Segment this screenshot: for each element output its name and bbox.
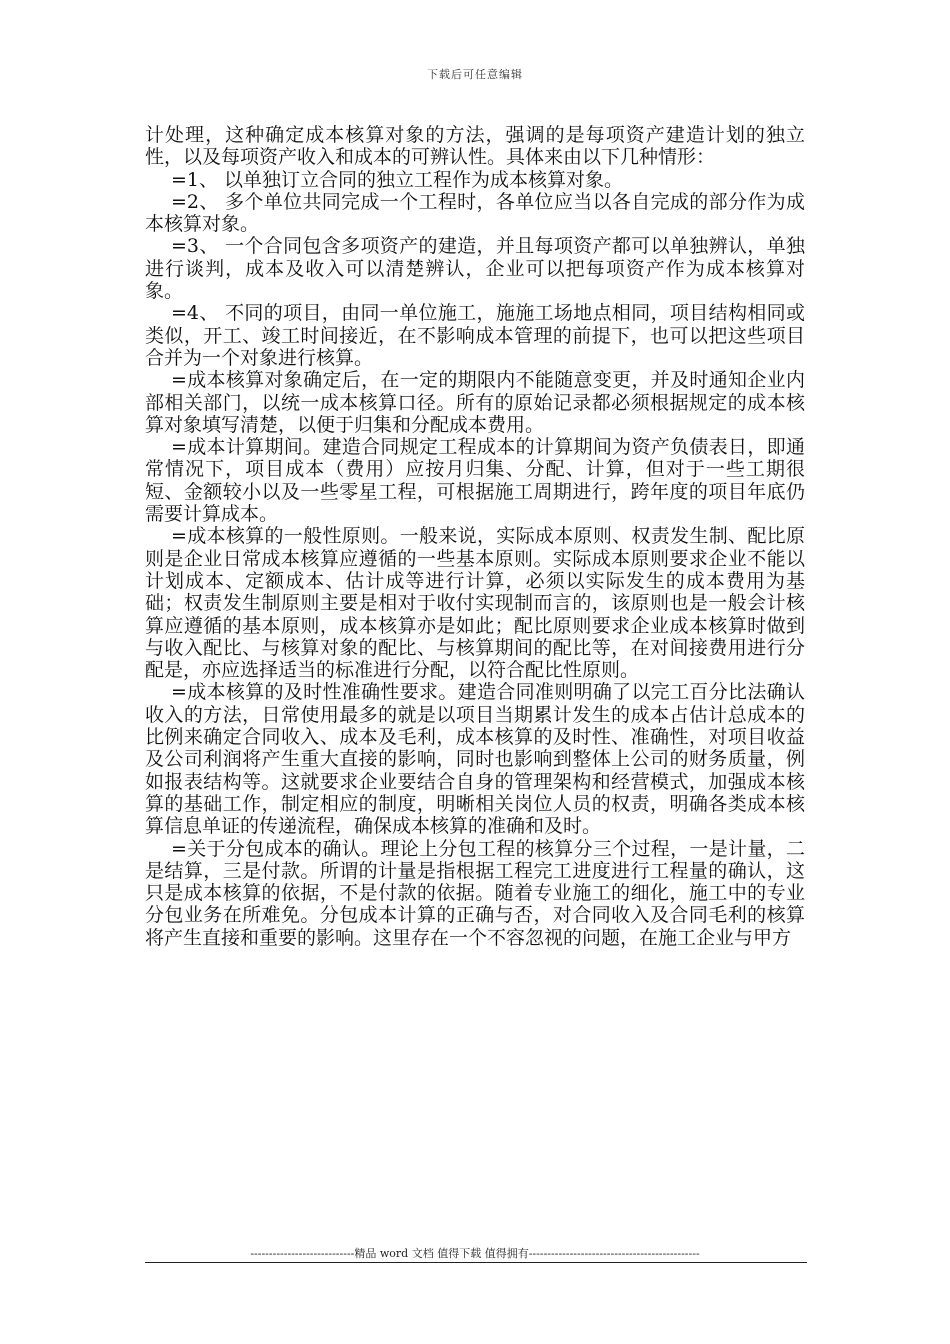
document-body <box>145 124 805 949</box>
paragraph: 计处理，这种确定成本核算对象的方法，强调的是每项资产建造计划的独立性，以及每项资产收入和成本的可辨认性。具体来由以下几种情形： <box>145 124 805 169</box>
paragraph: =4、 不同的项目，由同一单位施工，施施工场地点相同，项目结构相同或类似，开工、竣工时间接近，在不影响成本管理的前提下，也可以把这些项目合并为一个对象进行核算。 <box>145 302 805 369</box>
footer-divider <box>145 1262 807 1263</box>
paragraph: =成本核算的一般性原则。一般来说，实际成本原则、权责发生制、配比原则是企业日常成本核算应遵循的一些基本原则。实际成本原则要求企业不能以计划成本、定额成本、估计成等进行计算，必须以实际发生的成本费用为基础；权责发生制原则主要是相对于收付实现制而言的，该原则也是一般会计核算应遵循的基本原则，成本核算亦是如此；配比原则要求企业成本核算时做到与收入配比、与核算对象的配比、与核算期间的配比等，在对间接费用进行分配是，亦应选择适当的标准进行分配，以符合配比性原则。 <box>145 525 805 682</box>
paragraph: =1、 以单独订立合同的独立工程作为成本核算对象。 <box>171 168 624 191</box>
page-header: 下载后可任意编辑 <box>427 68 523 81</box>
paragraph: =关于分包成本的确认。理论上分包工程的核算分三个过程，一是计量，二是结算，三是付款。所谓的计量是指根据工程完工进度进行工程量的确认，这只是成本核算的依据，不是付款的依据。随着专业施工的细化，施工中的专业分包业务在所难免。分包成本计算的正确与否，对合同收入及合同毛利的核算将产生直接和重要的影响。这里存在一个不容忽视的问题，在施工企业与甲方 <box>145 837 805 949</box>
paragraph: =成本计算期间。建造合同规定工程成本的计算期间为资产负债表日，即通常情况下，项目成本（费用）应按月归集、分配、计算，但对于一些工期很短、金额较小以及一些零星工程，可根据施工周期进行，跨年度的项目年底仍需要计算成本。 <box>145 436 805 526</box>
paragraph: =成本核算对象确定后，在一定的期限内不能随意变更，并及时通知企业内部相关部门，以统一成本核算口径。所有的原始记录都必须根据规定的成本核算对象填写清楚，以便于归集和分配成本费用。 <box>145 369 805 436</box>
paragraph: =2、 多个单位共同完成一个工程时，各单位应当以各自完成的部分作为成本核算对象。 <box>145 190 805 236</box>
paragraph: =成本核算的及时性准确性要求。建造合同准则明确了以完工百分比法确认收入的方法，日常使用最多的就是以项目当期累计发生的成本占估计总成本的比例来确定合同收入、成本及毛利，成本核算的及时性、准确性，对项目收益及公司利润将产生重大直接的影响，同时也影响到整体上公司的财务质量，例如报表结构等。这就要求企业要结合自身的管理架构和经营模式，加强成本核算的基础工作，制定相应的制度，明晰相关岗位人员的权责，明确各类成本核算信息单证的传递流程，确保成本核算的准确和及时。 <box>145 681 805 838</box>
page-footer: ----------------------------精品 word 文档 值得下载 值得拥有---------------------------------------------- <box>250 1247 700 1260</box>
paragraph: =3、 一个合同包含多项资产的建造，并且每项资产都可以单独辨认，单独进行谈判，成本及收入可以清楚辨认，企业可以把每项资产作为成本核算对象。 <box>145 235 805 303</box>
